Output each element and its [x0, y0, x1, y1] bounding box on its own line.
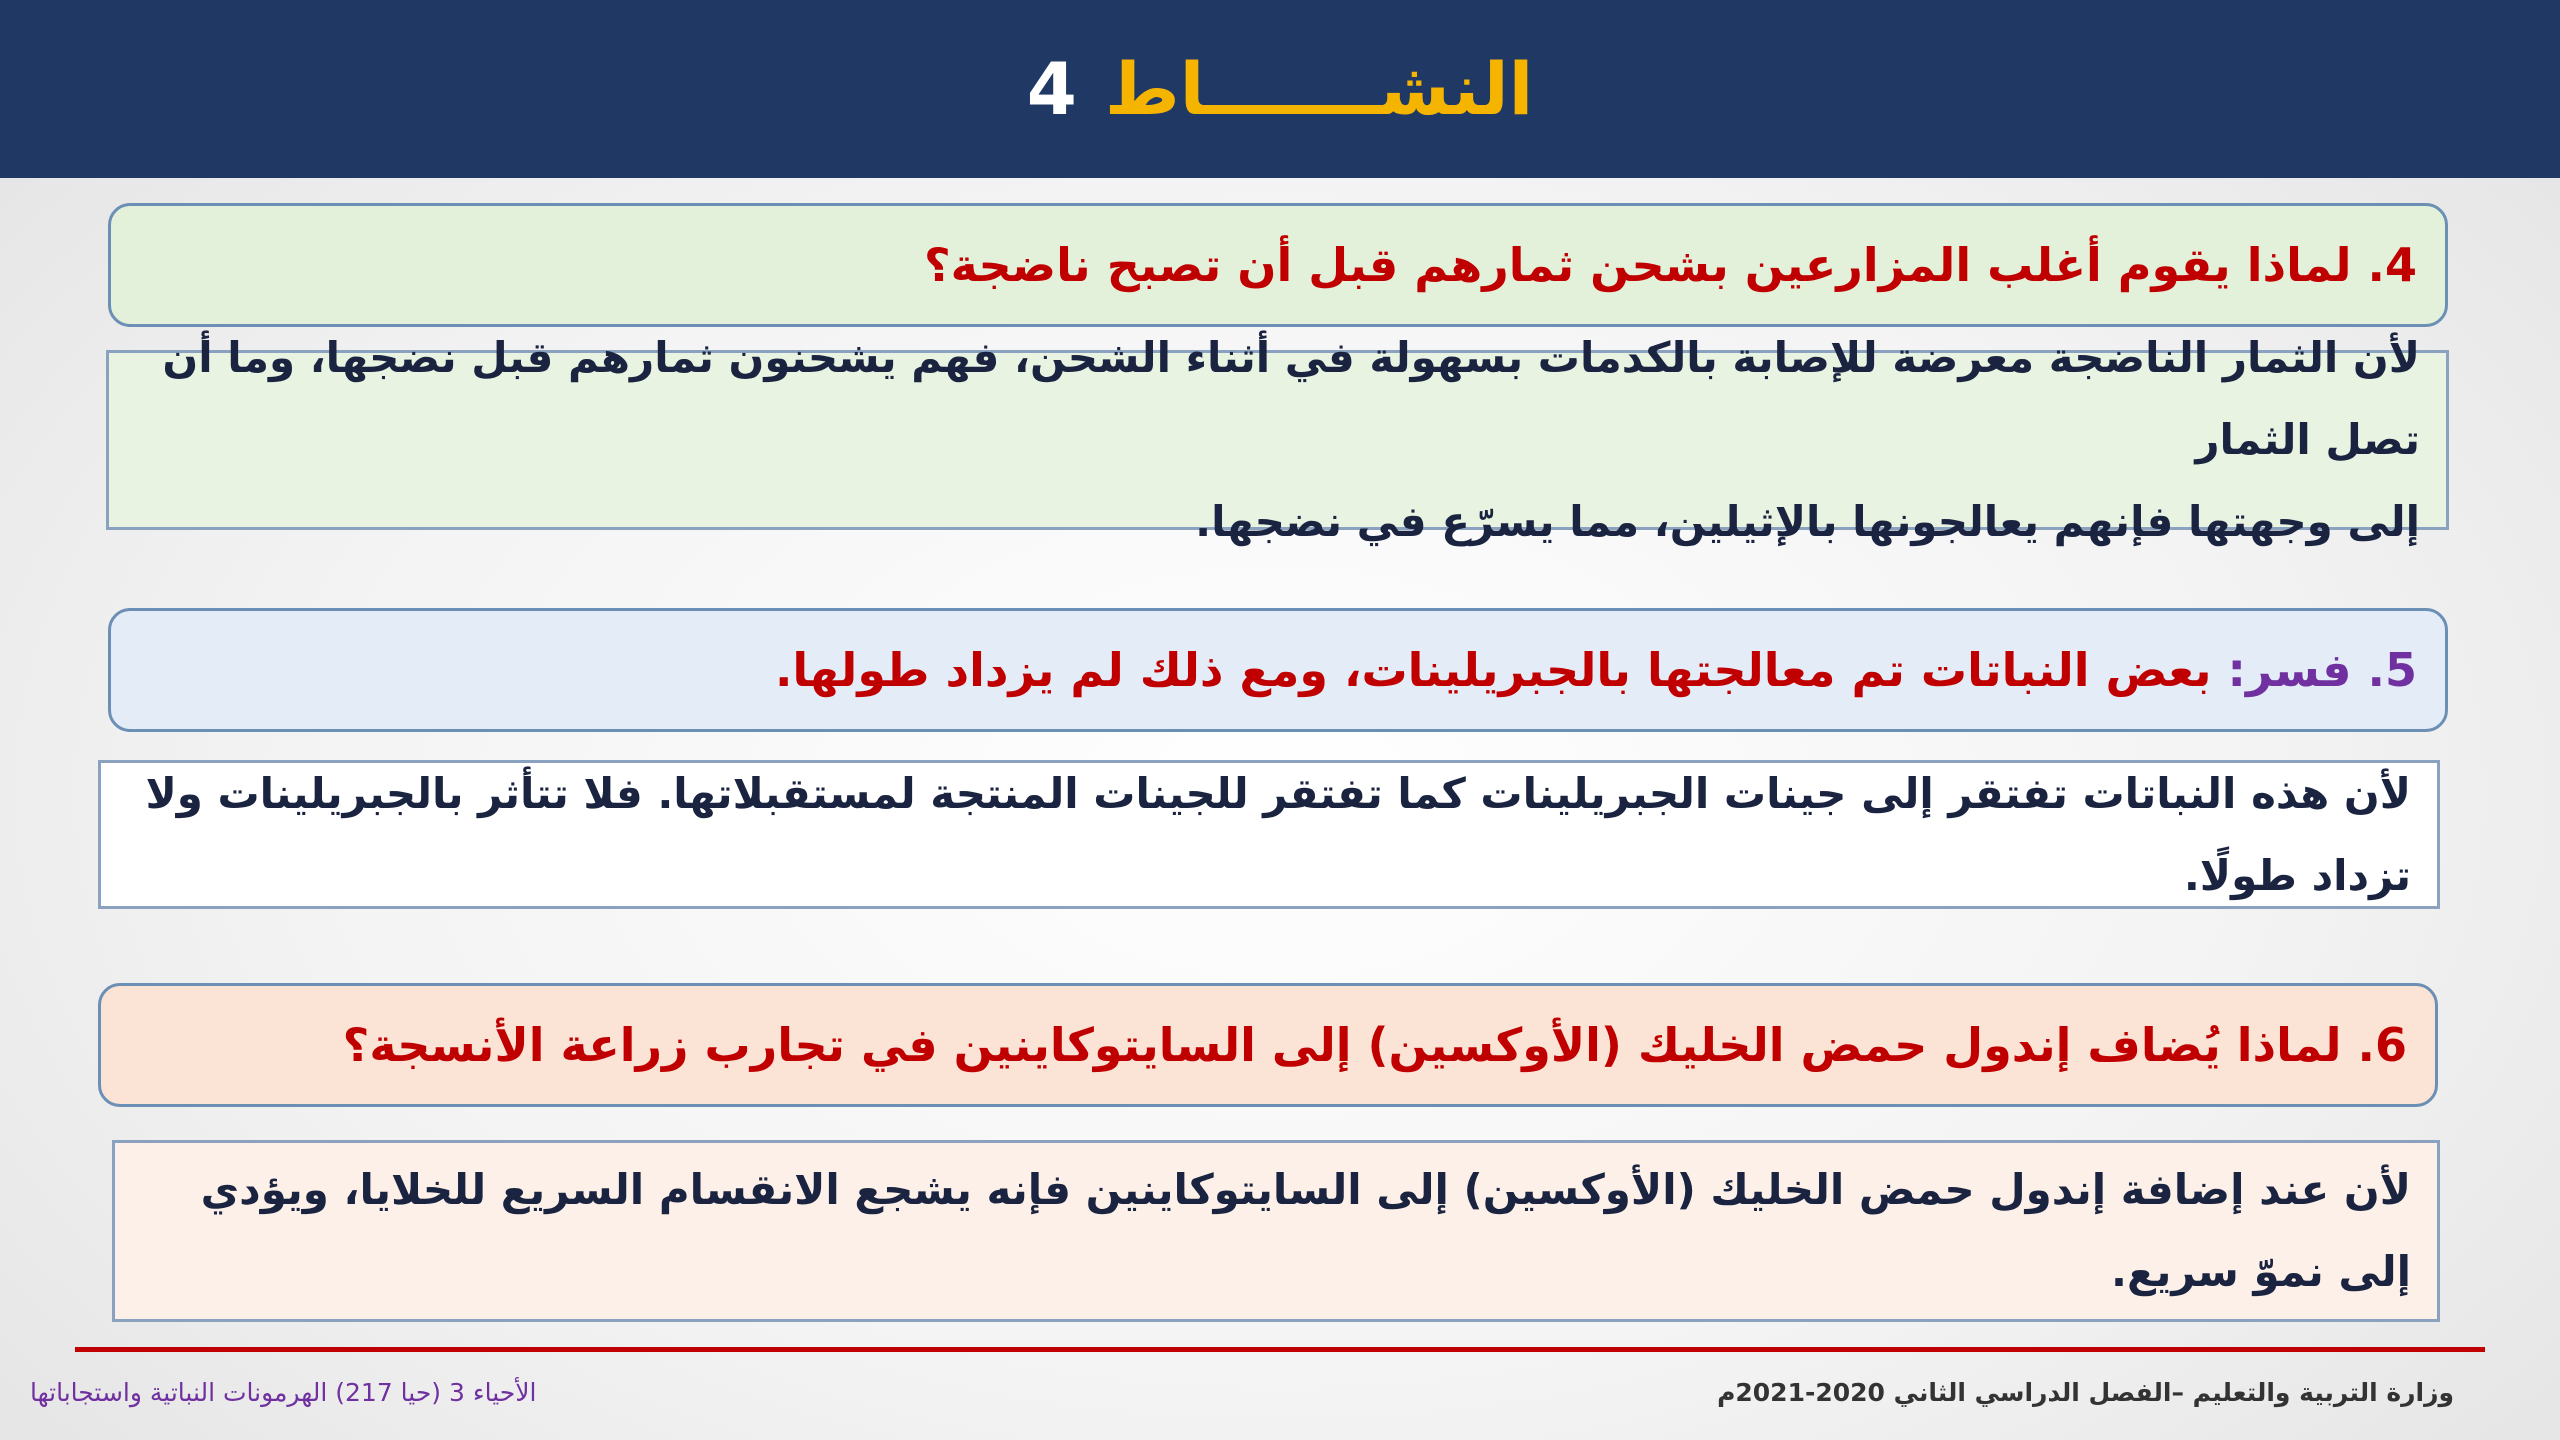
footer-course-text: الأحياء 3 (حيا 217) الهرمونات النباتية واستجاباتها: [30, 1378, 537, 1407]
question-5-box: [108, 608, 2448, 732]
answer-4-line-1: لأن الثمار الناضجة معرضة للإصابة بالكدمات بسهولة في أثناء الشحن، فهم يشحنون ثمارهم قبل نضجها، وما أن تصل الثمار: [162, 333, 2420, 464]
question-4-box: [108, 203, 2448, 327]
question-4-text: 4. لماذا يقوم أغلب المزارعين بشحن ثمارهم قبل أن تصبح ناضجة؟: [923, 238, 2417, 292]
question-5-text: بعض النباتات تم معالجتها بالجبريلينات، ومع ذلك لم يزداد طولها.: [774, 643, 2212, 697]
question-5-prefix: 5. فسر:: [2227, 643, 2417, 697]
answer-5-box: [98, 760, 2440, 909]
header-bar: [0, 0, 2560, 178]
answer-6-box: [112, 1140, 2440, 1322]
footer-ministry-text: وزارة التربية والتعليم –الفصل الدراسي الثاني 2020-2021م: [1717, 1378, 2454, 1407]
page-title: النشـــــــاط: [1104, 47, 1534, 131]
answer-4-box: [106, 333, 2449, 546]
question-6-text: 6. لماذا يُضاف إندول حمض الخليك (الأوكسين) إلى السايتوكاينين في تجارب زراعة الأنسجة؟: [342, 1018, 2407, 1072]
footer-divider: [75, 1347, 2485, 1352]
answer-6-text: لأن عند إضافة إندول حمض الخليك (الأوكسين) إلى السايتوكاينين فإنه يشجع الانقسام السريع للخلايا، ويؤدي إلى نموّ سريع.: [200, 1165, 2411, 1296]
answer-4-line-2: إلى وجهتها فإنهم يعالجونها بالإثيلين، مما يسرّع في نضجها.: [1195, 497, 2420, 546]
activity-number: 4: [1026, 47, 1077, 131]
answer-5-text: لأن هذه النباتات تفتقر إلى جينات الجبريلينات كما تفتقر للجينات المنتجة لمستقبلاتها. فلا تتأثر بالجبريلينات ولا تزداد طولًا.: [145, 768, 2411, 900]
question-6-box: [98, 983, 2438, 1107]
